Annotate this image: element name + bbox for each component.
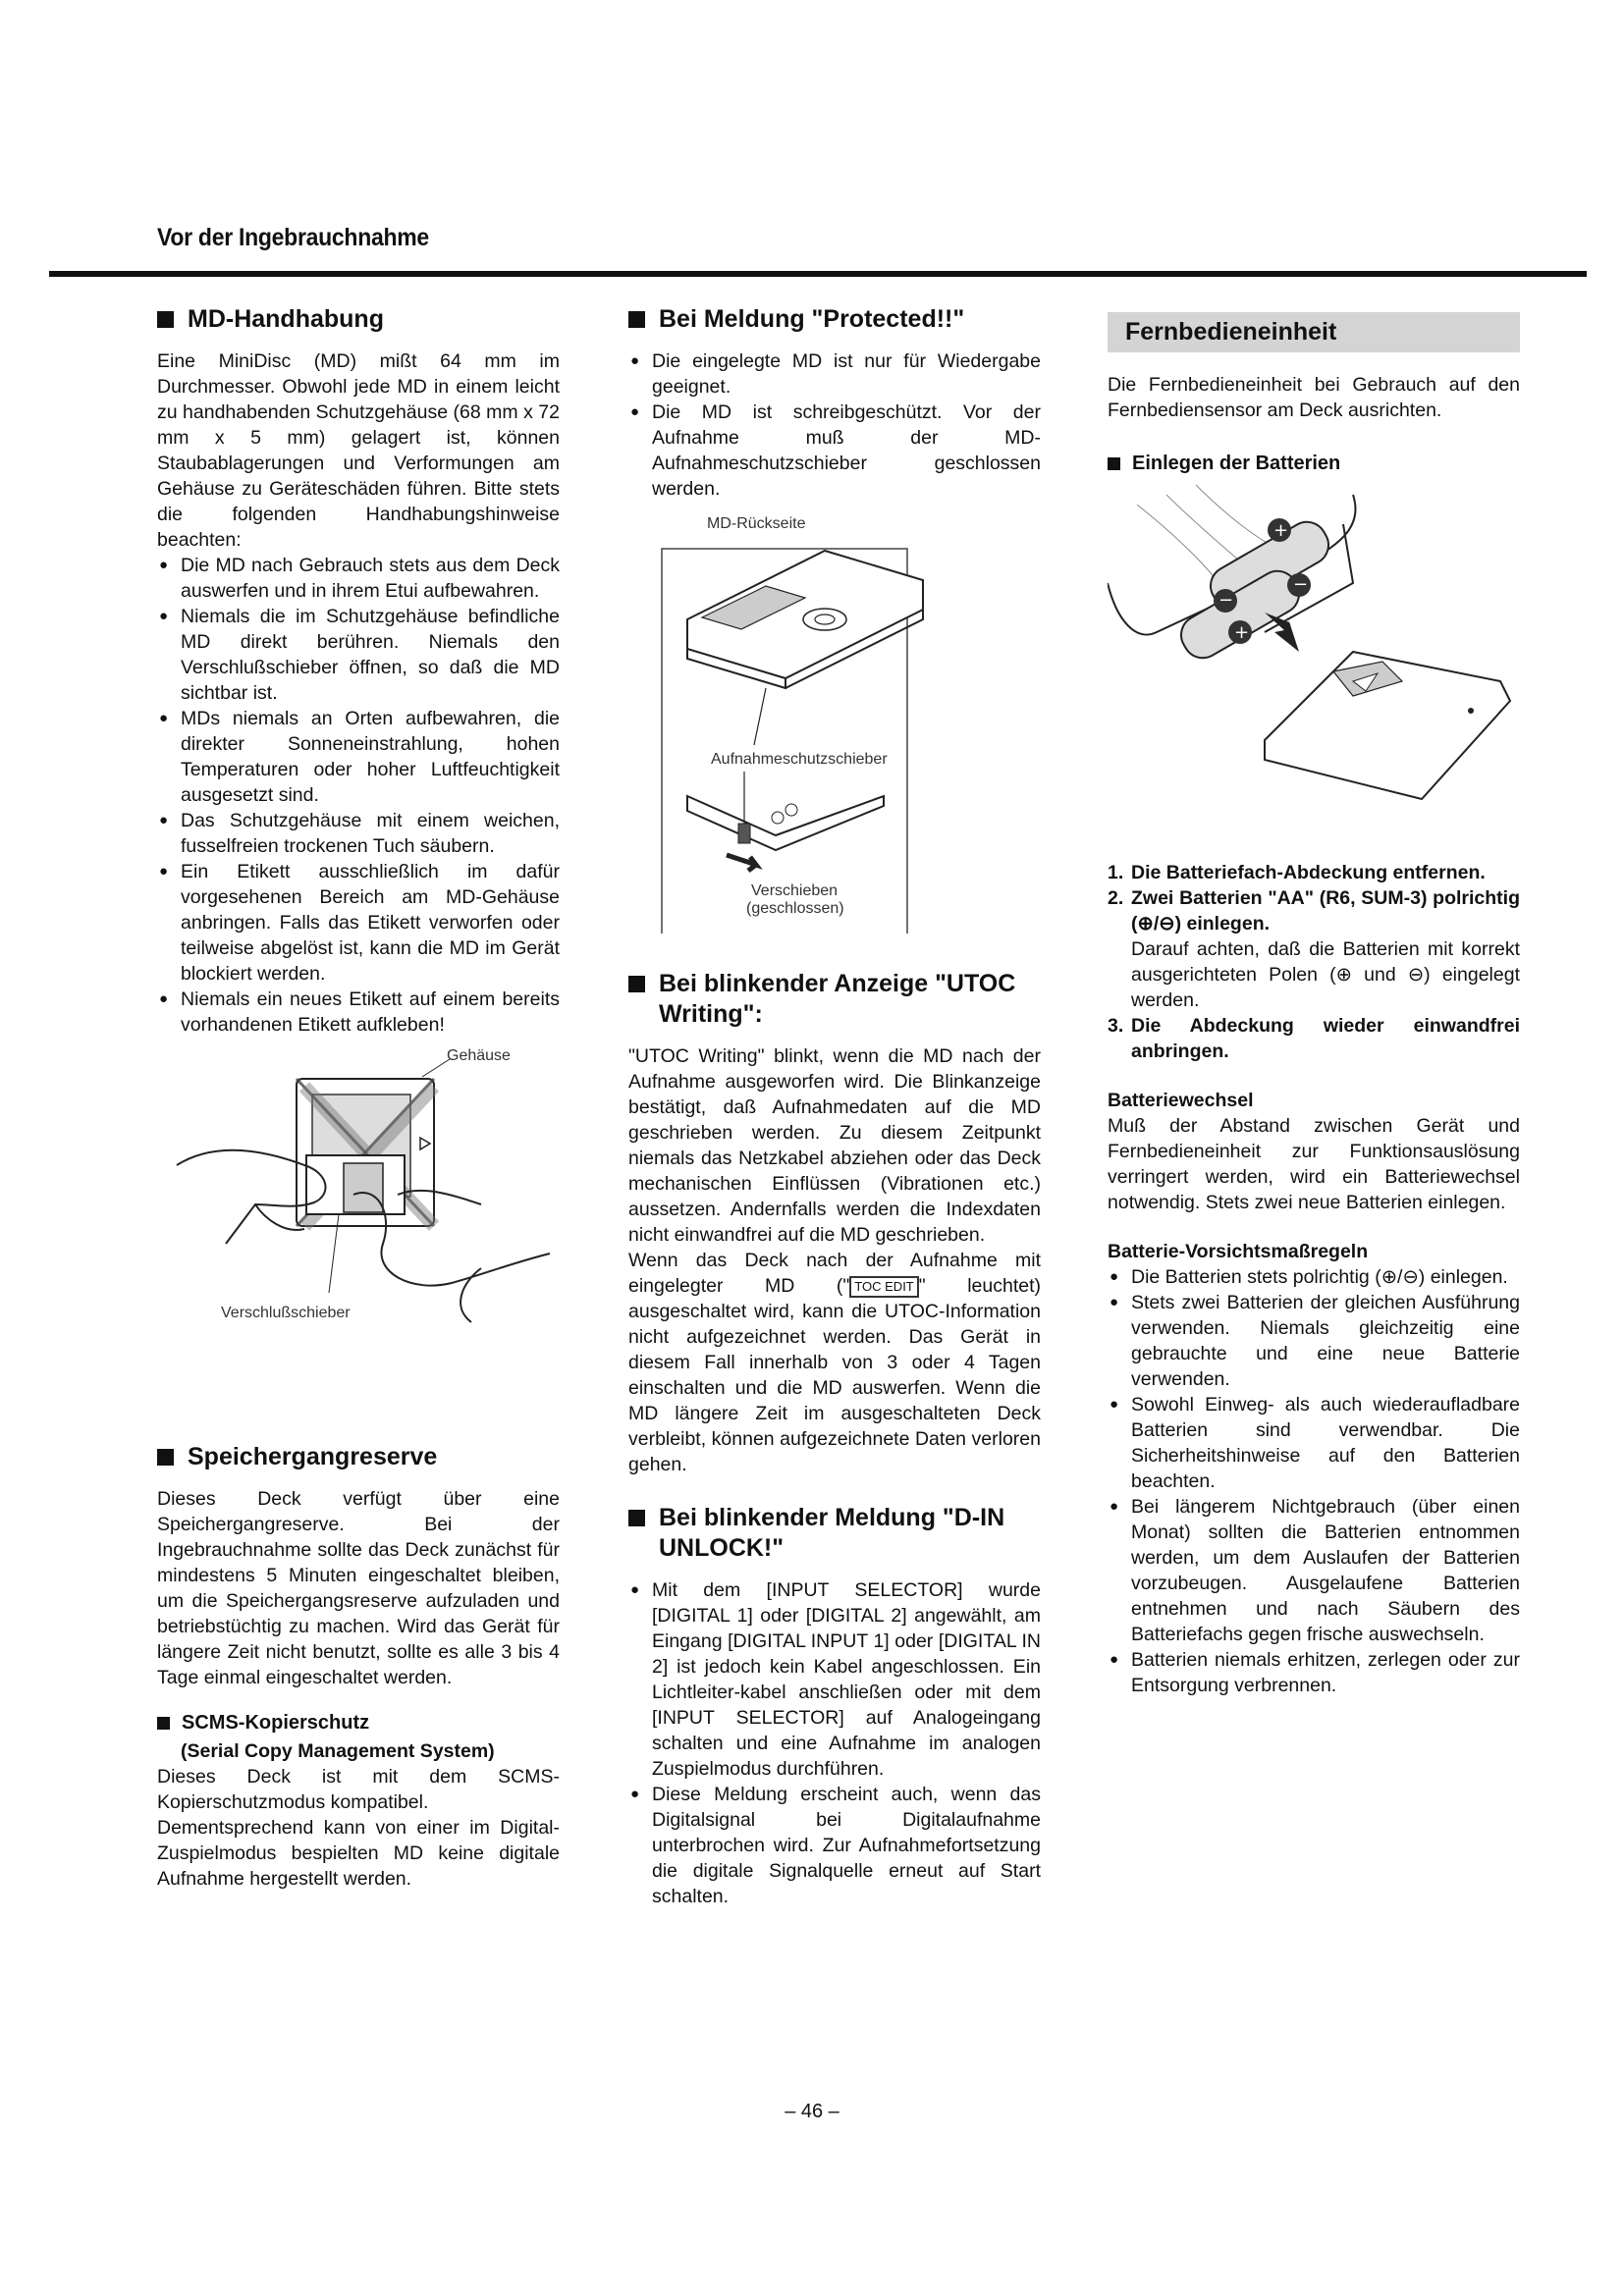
- list-item: ● Bei längerem Nichtgebrauch (über einen Monat) sollten die Batterien entnommen werden, um dem Auslaufen der Batterien vorzubeugen. Ausgelaufene Batterien entnehmen und nach Säubern des Batteriefachs gegen frische auswechseln.: [1108, 1494, 1520, 1647]
- svg-text:+: +: [1234, 622, 1250, 643]
- list-item: ● Ein Etikett ausschließlich im dafür vorgesehenen Bereich am MD-Gehäuse anbringen. Falls das Etikett verworfen oder teilweise abgelöst ist, kann die MD im Gerät blockiert werden.: [157, 859, 560, 987]
- list-item: ● Das Schutzgehäuse mit einem weichen, fusselfreien trockenen Tuch säubern.: [157, 808, 560, 859]
- step-item: [1108, 1013, 1520, 1064]
- md-bullets: [157, 553, 560, 1038]
- utoc-heading-text: Bei blinkender Anzeige "UTOC Writing":: [659, 970, 1016, 1028]
- protected-heading-text: Bei Meldung "Protected!!": [659, 305, 965, 333]
- list-item: ● Mit dem [INPUT SELECTOR] wurde [DIGITAL 1] oder [DIGITAL 2] angewählt, am Eingang [DIGITAL INPUT 1] oder [DIGITAL IN 2] ist jedoch kein Kabel angeschlossen. Ein Lichtleiter-kabel anschließen oder mit dem [INPUT SELECTOR] auf Analogeingang schalten und eine Aufnahme im analogen Zuspielmodus durchführen.: [628, 1577, 1041, 1782]
- utoc-heading: [628, 969, 1041, 1030]
- protected-bullets: [628, 348, 1041, 502]
- scms-heading-text: SCMS-Kopierschutz: [182, 1712, 370, 1734]
- list-item: ● Stets zwei Batterien der gleichen Ausführung verwenden. Niemals gleichzeitig eine gebrauchte und eine neue Batterie verwenden.: [1108, 1290, 1520, 1392]
- battery-figure: [1108, 485, 1520, 838]
- header-rule: [49, 271, 1587, 277]
- list-item: ● Die eingelegte MD ist nur für Wiedergabe geeignet.: [628, 348, 1041, 400]
- backup-heading-text: Speichergangreserve: [188, 1443, 438, 1470]
- md-handling-illustration: [157, 1047, 560, 1342]
- battery-caution-heading: Batterie-Vorsichtsmaßregeln: [1108, 1241, 1369, 1262]
- md-heading-text: MD-Handhabung: [188, 305, 384, 333]
- list-item: ● Sowohl Einweg- als auch wiederaufladbare Batterien sind verwendbar. Die Sicherheitshinweise auf den Batterien beachten.: [1108, 1392, 1520, 1494]
- utoc-text-1: "UTOC Writing" blinkt, wenn die MD nach der Aufnahme ausgeworfen wird. Die Blinkanzeige bestätigt, daß Aufnahmedaten auf die MD geschrieben werden. Zu diesem Zeitpunkt niemals das Netzkabel abziehen oder das Deck mechanischen Einflüssen (Vibrationen etc.) aussetzen. Andernfalls werden die Indexdaten nicht einwandfrei auf die MD geschrieben.: [628, 1045, 1041, 1246]
- din-heading: [628, 1503, 1041, 1564]
- scms-text-2: Dementsprechend kann von einer im Digital-Zuspielmodus bespielten MD keine digitale Aufnahme hergestellt werden.: [157, 1817, 560, 1890]
- backup-heading: [157, 1442, 560, 1472]
- figure-label-closed: (geschlossen): [746, 900, 844, 917]
- list-item: ● Niemals die im Schutzgehäuse befindliche MD direkt berühren. Niemals den Verschlußschieber öffnen, so daß die MD sichtbar ist.: [157, 604, 560, 706]
- step-text: Zwei Batterien "AA" (R6, SUM-3) polrichtig (⊕/⊖) einlegen.: [1131, 887, 1520, 934]
- din-bullets: [628, 1577, 1041, 1909]
- square-bullet-icon: [628, 976, 645, 992]
- figure-label-back: MD-Rückseite: [707, 515, 806, 532]
- remote-heading: Fernbedieneinheit: [1108, 312, 1520, 352]
- column-right: [1108, 304, 1520, 1698]
- column-left: [157, 304, 560, 1892]
- md-heading: [157, 304, 560, 335]
- figure-label-shutter: Verschlußschieber: [221, 1305, 351, 1321]
- step-text: Die Abdeckung wieder einwandfrei anbringen.: [1131, 1015, 1520, 1062]
- page-title: Vor der Ingebrauchnahme: [157, 224, 429, 251]
- scms-subheading: (Serial Copy Management System): [181, 1740, 495, 1762]
- battery-illustration: [1108, 485, 1520, 838]
- din-heading-text: Bei blinkender Meldung "D-IN UNLOCK!": [659, 1504, 1005, 1562]
- remote-intro: Die Fernbedieneinheit bei Gebrauch auf den Fernbediensensor am Deck ausrichten.: [1108, 374, 1520, 421]
- figure-label-tab: Aufnahmeschutzschieber: [711, 751, 888, 768]
- utoc-text-2a: Wenn das Deck nach der Aufnahme mit eingelegter MD (": [628, 1250, 1041, 1297]
- page-number: – 46 –: [785, 2101, 839, 2122]
- square-bullet-icon: [157, 311, 174, 328]
- list-item: ● Diese Meldung erscheint auch, wenn das Digitalsignal bei Digitalaufnahme unterbrochen wird. Zur Aufnahmefortsetzung die digitale Signalquelle erneut auf Start schalten.: [628, 1782, 1041, 1909]
- utoc-text-2b: " leuchtet) ausgeschaltet wird, kann die UTOC-Information nicht aufgezeichnet werden. Das Gerät in diesem Fall innerhalb von 3 oder 4 Tagen einschalten und die MD auswerfen. Wenn die MD längere Zeit im ausgeschalteten Deck verbleibt, können aufgezeichnete Daten verloren gehen.: [628, 1275, 1041, 1475]
- square-bullet-icon: [157, 1717, 170, 1730]
- battery-heading-text: Einlegen der Batterien: [1132, 453, 1341, 474]
- step-text: Die Batteriefach-Abdeckung entfernen.: [1131, 862, 1486, 883]
- list-item: ● Die Batterien stets polrichtig (⊕/⊖) einlegen.: [1108, 1264, 1520, 1290]
- list-item: ● Die MD nach Gebrauch stets aus dem Deck auswerfen und in ihrem Etui aufbewahren.: [157, 553, 560, 604]
- md-intro: Eine MiniDisc (MD) mißt 64 mm im Durchmesser. Obwohl jede MD in einem leicht zu handhabenden Schutzgehäuse (68 mm x 72 mm x 5 mm) gelagert ist, können Staubablagerungen und Verformungen am Gehäuse zu Geräteschäden führen. Bitte stets die folgenden Handhabungshinweise beachten:: [157, 350, 560, 551]
- step-note: Darauf achten, daß die Batterien mit korrekt ausgerichteten Polen (⊕ und ⊖) eingelegt werden.: [1131, 938, 1520, 1011]
- svg-text:−: −: [1218, 590, 1234, 611]
- utoc-text-2: [628, 1248, 1041, 1477]
- battery-change-heading: Batteriewechsel: [1108, 1090, 1254, 1111]
- figure-label-case: Gehäuse: [447, 1047, 511, 1064]
- md-back-figure: [628, 511, 1041, 934]
- list-item: ● Batterien niemals erhitzen, zerlegen oder zur Entsorgung verbrennen.: [1108, 1647, 1520, 1698]
- md-handling-figure: [157, 1047, 560, 1342]
- figure-label-slide: Verschieben: [751, 882, 839, 899]
- protected-heading: [628, 304, 1041, 335]
- scms-text-1: Dieses Deck ist mit dem SCMS-Kopierschutzmodus kompatibel.: [157, 1766, 560, 1813]
- step-item: [1108, 885, 1520, 1013]
- step-number: 3.: [1108, 1015, 1124, 1037]
- square-bullet-icon: [628, 311, 645, 328]
- step-number: 1.: [1108, 862, 1124, 883]
- list-item: ● Die MD ist schreibgeschützt. Vor der Aufnahme muß der MD-Aufnahmeschutzschieber geschlossen werden.: [628, 400, 1041, 502]
- list-item: ● Niemals ein neues Etikett auf einem bereits vorhandenen Etikett aufkleben!: [157, 987, 560, 1038]
- column-middle: [628, 304, 1041, 1909]
- step-item: [1108, 860, 1520, 885]
- battery-change-text: Muß der Abstand zwischen Gerät und Fernbedieneinheit zur Funktionsauslösung verringert werden, wird ein Batteriewechsel notwendig. Stets zwei neue Batterien einlegen.: [1108, 1115, 1520, 1213]
- backup-text: Dieses Deck verfügt über eine Speichergangreserve. Bei der Ingebrauchnahme sollte das Deck zunächst für mindestens 5 Minuten eingeschaltet bleiben, um die Speichergangsreserve aufzuladen und betriebstüchtig zu machen. Wird das Gerät für längere Zeit nicht benutzt, sollte es alle 3 bis 4 Tage einmal eingeschaltet werden.: [157, 1488, 560, 1688]
- battery-steps: [1108, 860, 1520, 1064]
- battery-caution-bullets: [1108, 1264, 1520, 1698]
- step-number: 2.: [1108, 887, 1124, 909]
- square-bullet-icon: [628, 1510, 645, 1526]
- svg-text:+: +: [1273, 520, 1289, 541]
- square-bullet-icon: [157, 1449, 174, 1466]
- list-item: ● MDs niemals an Orten aufbewahren, die direkter Sonneneinstrahlung, hohen Temperaturen oder hoher Luftfeuchtigkeit ausgesetzt sind.: [157, 706, 560, 808]
- scms-heading: [157, 1712, 560, 1735]
- svg-text:−: −: [1293, 574, 1309, 595]
- toc-edit-indicator: TOC EDIT: [849, 1276, 918, 1298]
- battery-heading: [1108, 453, 1520, 475]
- square-bullet-icon: [1108, 457, 1120, 470]
- md-back-illustration: [628, 511, 1041, 934]
